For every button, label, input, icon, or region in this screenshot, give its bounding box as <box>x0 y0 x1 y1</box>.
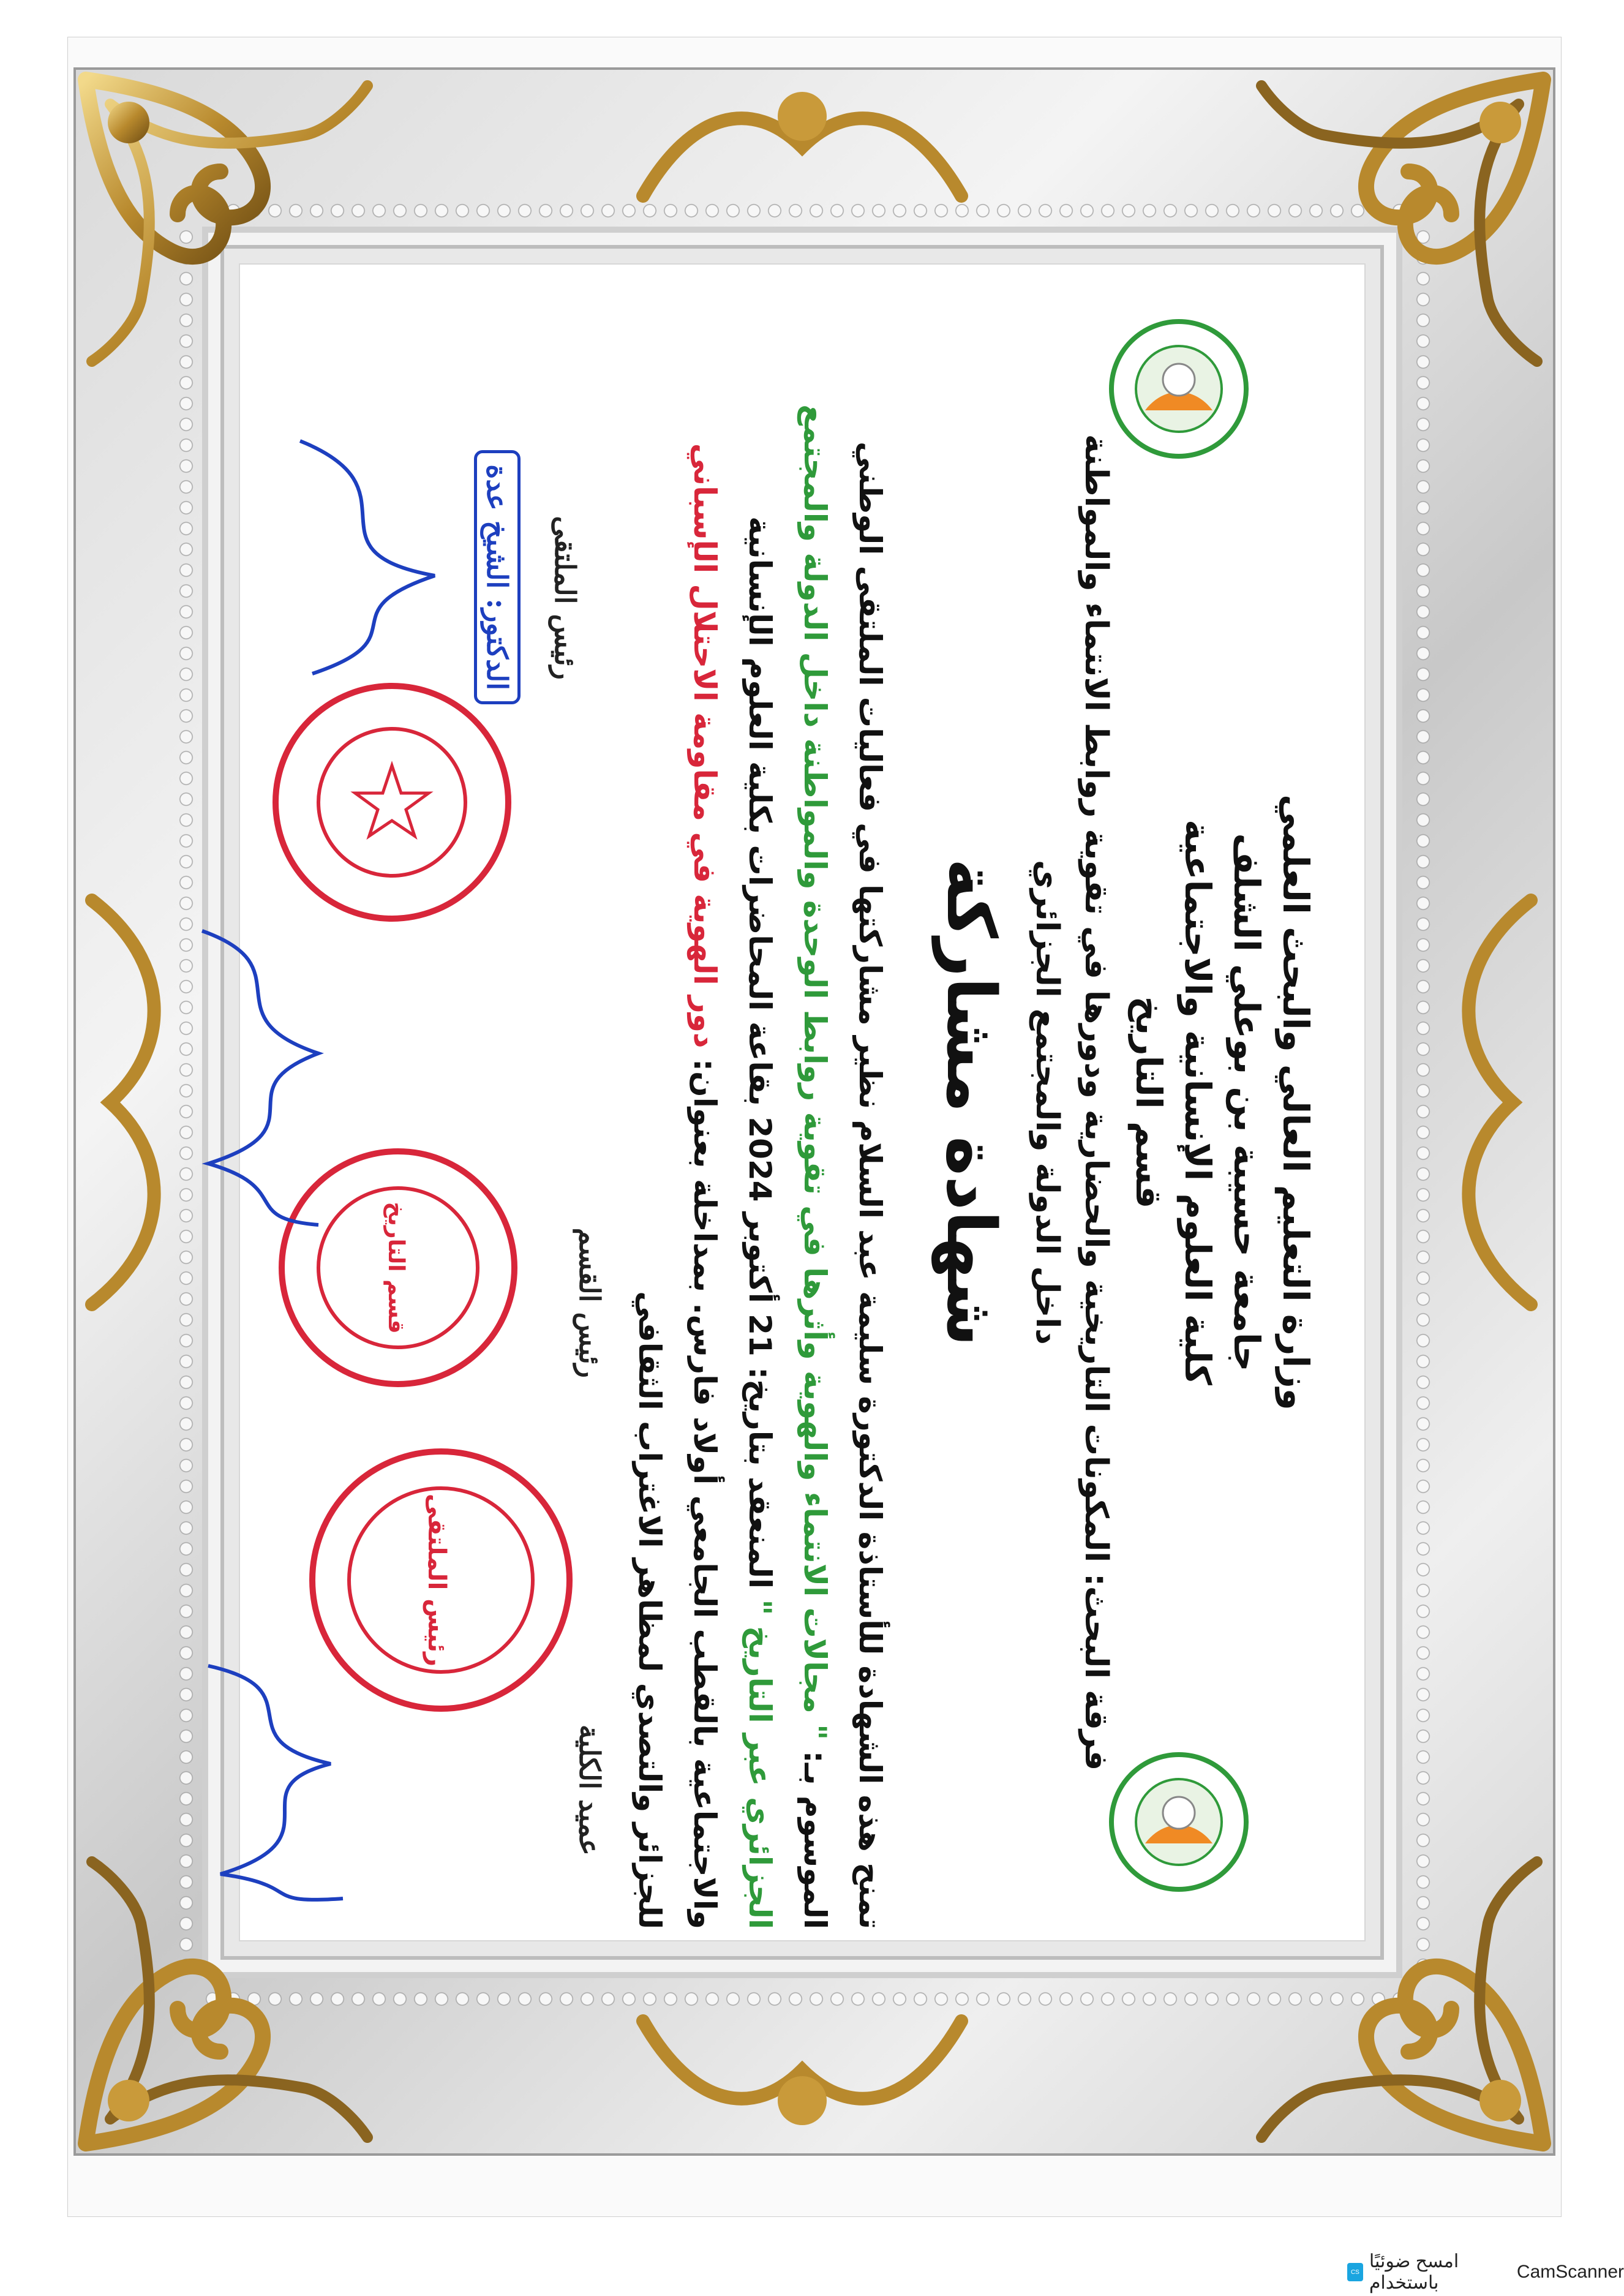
conference-head-name-box: الدكتور: الشيخ عدة <box>474 450 521 704</box>
body-line-3 <box>742 276 778 1929</box>
university-line: جامعة حسيبة بن بوعلي الشلف <box>1226 833 1268 1372</box>
body-line-2-prefix: الموسوم بـ: <box>797 1750 833 1929</box>
body-line-3-rest: المنعقد بتاريخ: 21 أكتوبر 2024 بقاعة المحاضرات بكلية العلوم الإنسانية <box>742 516 778 1589</box>
certificate-title: شهادة مشاركة <box>932 858 1010 1347</box>
gold-ornament-bottom-center-icon <box>631 1997 974 2144</box>
body-line-2 <box>797 276 833 1929</box>
gold-ornament-left-center-icon <box>73 888 196 1317</box>
dean-label: عميد الكلية <box>573 1724 606 1856</box>
ministry-line: وزارة التعليم العالي والبحث العلمي <box>1275 794 1317 1410</box>
conference-head-label: رئيس الملتقى <box>549 516 582 680</box>
body-line-4-prefix: والاجتماعية بالقطب الجامعي أولاد فارس. بمداخلة بعنوان: <box>687 1059 723 1929</box>
body-line-5: للجزائر والتصدي لمظاهر الاغتراب الثقافي <box>632 1291 667 1929</box>
gold-ornament-top-center-icon <box>631 73 974 220</box>
body-line-3-green: الجزائري عبر التاريخ " <box>742 1599 778 1929</box>
research-team-line: فرقة البحث: المكونات التاريخية والحضارية ودورها في تقوية روابط الانتماء والمواطنة <box>1078 434 1115 1771</box>
gold-ornament-right-center-icon <box>1427 888 1549 1317</box>
camscanner-label: CamScanner <box>1516 2262 1624 2282</box>
signature-conference-head-icon <box>184 1654 367 1911</box>
body-line-1: تمنح هذه الشهادة للأستاذة الدكتورة سليمة عبد السلام نظير مشاركتها في فعاليات الملتقى الوطني <box>852 441 888 1929</box>
camscanner-logo-icon: CS <box>1347 2263 1363 2281</box>
stamp-conference-text: رئيس الملتقى <box>423 1493 451 1667</box>
camscanner-arabic: امسح ضوئيًا باستخدام <box>1369 2251 1459 2293</box>
department-head-label: رئيس القسم <box>573 1227 606 1378</box>
camscanner-footer <box>1347 2251 1624 2293</box>
body-line-4-red: دور الهوية في مقاومة الاحتلال الإسباني <box>687 443 723 1048</box>
body-line-2-green: " مجالات الانتماء والهوية وأثرها في تقوية روابط الوحدة والمواطنة داخل الدولة والمجتمع <box>797 404 833 1741</box>
body-line-4 <box>687 276 723 1929</box>
stamp-dean-icon <box>263 674 521 931</box>
faculty-line: كلية العلوم الإنسانية والاجتماعية <box>1177 819 1219 1385</box>
signature-department-head-icon <box>184 919 343 1237</box>
research-team-line2: داخل الدولة والمجتمع الجزائري <box>1029 860 1066 1345</box>
stamp-department-text: قسم التاريخ <box>383 1202 408 1334</box>
signature-dean-icon <box>276 429 459 686</box>
department-line: قسم التاريخ <box>1128 996 1170 1209</box>
